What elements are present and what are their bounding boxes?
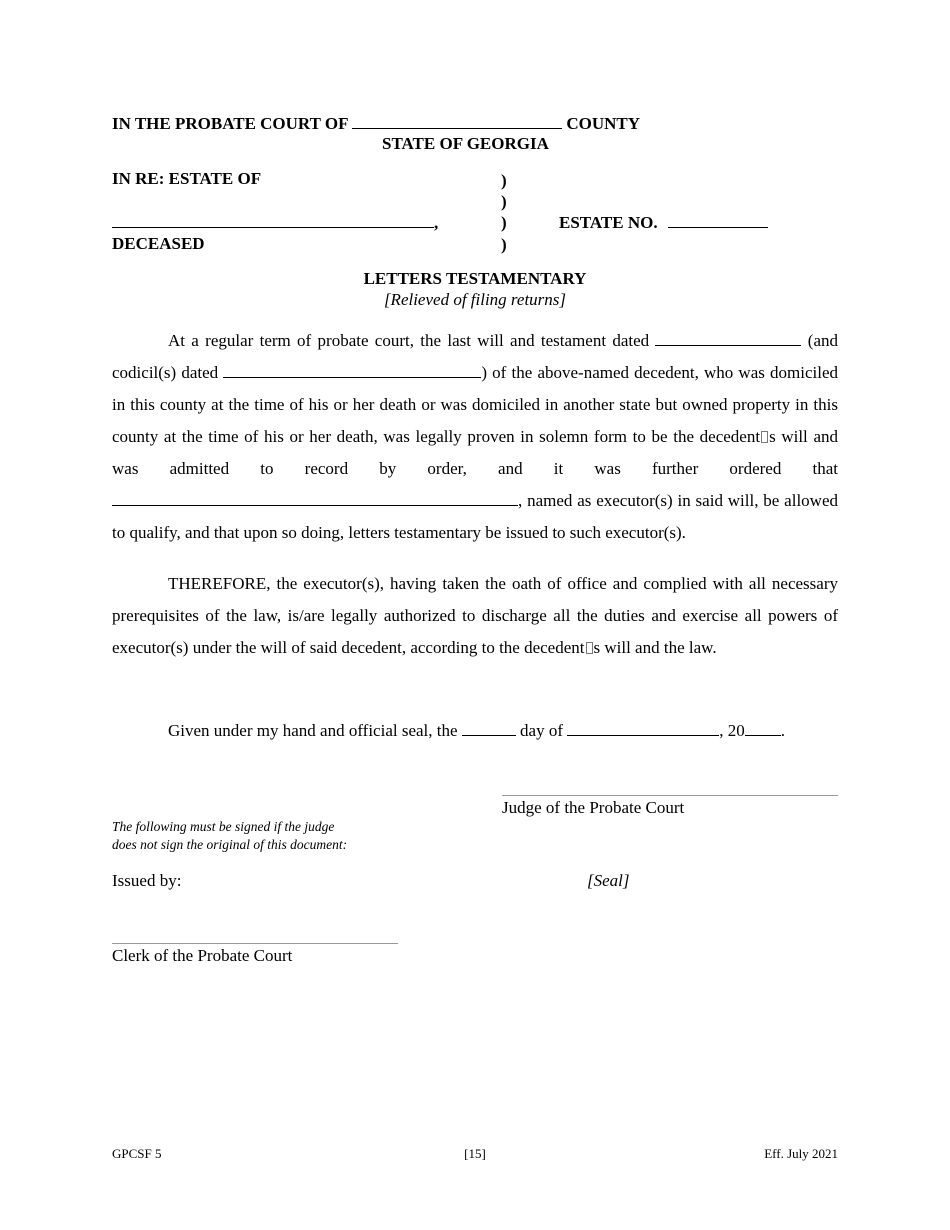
executor-name-blank[interactable]	[112, 490, 518, 506]
caption-paren-4: )	[501, 235, 507, 254]
para1-text-5: , named as executor(s) in said will, be allowed to qualify, and that upon so doing, letters testamentary be issued to such executor(s).	[112, 491, 838, 542]
caption-paren-1: )	[501, 171, 507, 190]
deceased-label: DECEASED	[112, 234, 205, 253]
signature-note-line-1: The following must be signed if the judge	[112, 819, 335, 834]
court-heading	[112, 113, 640, 134]
para2-text-1: THEREFORE, the executor(s), having taken the oath of office and complied with all necessary prerequisites of the law, is/are legally authorized to discharge all the duties and exercise all powers of executor(s) under the will of said decedent, according to the decedent	[112, 574, 838, 657]
effective-date: Eff. July 2021	[764, 1146, 838, 1161]
signature-note-line-2: does not sign the original of this document:	[112, 837, 348, 852]
month-blank[interactable]	[567, 720, 719, 736]
para2-text-2: s will and the law.	[593, 638, 717, 657]
para1-text-4: s will and was admitted to record by order, and it was further ordered that	[112, 427, 838, 478]
court-prefix: IN THE PROBATE COURT OF	[112, 114, 348, 133]
para1-text-3: ) of the above-named decedent, who was domiciled in this county at the time of his or her death or was domiciled in another state but owned property in this county at the time of his or her death, was legally proven in solemn form to be the decedent	[112, 363, 839, 446]
caption-paren-3: )	[501, 213, 507, 232]
given-text-2: day of	[520, 721, 564, 740]
court-suffix: COUNTY	[566, 114, 641, 133]
issued-by-label: Issued by:	[112, 871, 182, 890]
in-re-label: IN RE: ESTATE OF	[112, 169, 262, 188]
county-blank[interactable]	[352, 113, 562, 129]
apostrophe-glyph	[586, 642, 593, 654]
form-id: GPCSF 5	[112, 1146, 162, 1161]
judge-signature-line[interactable]	[502, 795, 838, 796]
judge-label: Judge of the Probate Court	[502, 798, 685, 817]
paragraph-therefore	[112, 568, 838, 664]
given-text-1: Given under my hand and official seal, the	[168, 721, 458, 740]
para1-text-2: (and codicil(s) dated	[112, 331, 839, 382]
will-date-blank[interactable]	[655, 330, 801, 346]
year-blank[interactable]	[745, 720, 781, 736]
document-subtitle: [Relieved of filing returns]	[383, 290, 567, 309]
codicil-date-blank[interactable]	[223, 362, 481, 378]
caption-comma: ,	[434, 213, 439, 232]
document-title: LETTERS TESTAMENTARY	[363, 269, 587, 288]
given-line	[168, 720, 785, 741]
day-blank[interactable]	[462, 720, 516, 736]
paragraph-will	[112, 325, 838, 549]
given-text-3: , 20	[719, 721, 745, 740]
apostrophe-glyph	[761, 431, 768, 443]
para1-text-1: At a regular term of probate court, the last will and testament dated	[168, 331, 650, 350]
estate-no-label: ESTATE NO.	[559, 213, 658, 232]
given-text-4: .	[780, 721, 786, 740]
estate-no	[559, 212, 768, 233]
seal-label: [Seal]	[587, 871, 630, 890]
clerk-signature-line[interactable]	[112, 943, 398, 944]
caption-paren-2: )	[501, 192, 507, 211]
estate-no-blank[interactable]	[668, 212, 768, 228]
clerk-label: Clerk of the Probate Court	[112, 946, 293, 965]
decedent-name-line	[112, 212, 438, 233]
page-number: [15]	[464, 1146, 486, 1161]
state-heading: STATE OF GEORGIA	[382, 134, 549, 153]
decedent-name-blank[interactable]	[112, 212, 434, 228]
